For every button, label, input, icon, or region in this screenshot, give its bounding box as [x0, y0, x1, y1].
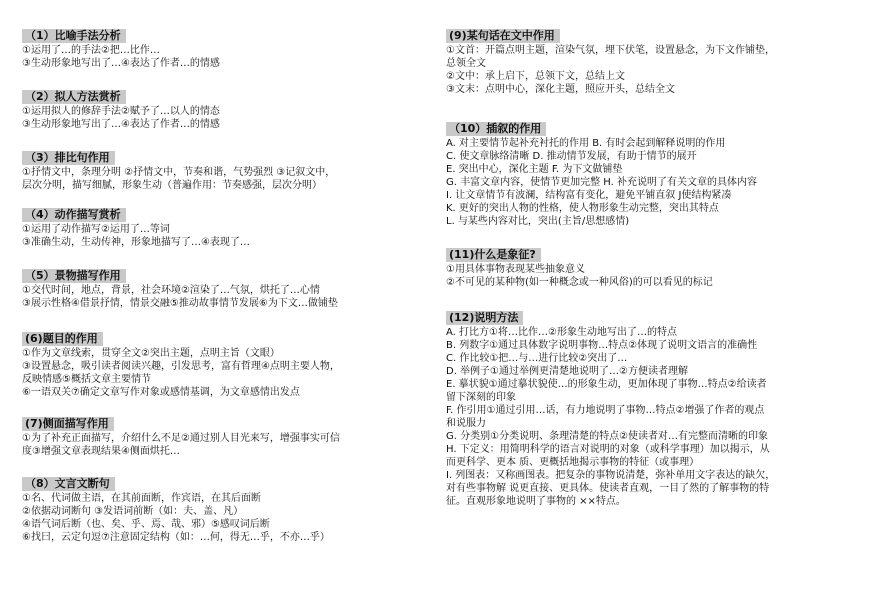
note-line: 和说服力 — [446, 418, 486, 429]
note-line: D. 举例子①通过举例更清楚地说明了…②方便读者理解 — [446, 366, 688, 377]
section-heading: (7)侧面描写作用 — [22, 417, 114, 431]
note-line: ⑥一语双关⑦确定文章写作对象或感情基调，为文章感情出发点 — [22, 387, 300, 398]
section-heading: （3）排比句作用 — [22, 151, 115, 165]
section-heading: （2）拟人方法赏析 — [22, 90, 126, 104]
note-line: E. 摹状貌①通过摹状貌使…的形象生动，更加体现了事物…特点②给读者 — [446, 379, 767, 390]
note-section — [446, 306, 858, 508]
note-line: A. 对主要情节起补充衬托的作用 B. 有时会起到解释说明的作用 — [446, 138, 726, 149]
note-line: ③展示性格④借景抒情，情景交融⑤推动故事情节发展⑥为下文…做铺垫 — [22, 298, 338, 309]
note-section — [22, 472, 440, 544]
note-line: ②文中：承上启下，总领下文，总结上文 — [446, 71, 625, 82]
note-line: ①作为文章线索，贯穿全文②突出主题，点明主旨（文眼） — [22, 348, 280, 359]
note-line: ③设置悬念，吸引读者阅读兴趣，引发思考，富有哲理④点明主要人物， — [22, 361, 340, 372]
note-line: ①名、代词做主语，在其前面断，作宾语，在其后面断 — [22, 493, 261, 504]
note-line: B. 列数字①通过具体数字说明事物…特点②体现了说明文语言的准确性 — [446, 340, 758, 351]
left-column — [22, 24, 440, 544]
note-line: C. 作比较①把…与…进行比较②突出了… — [446, 353, 628, 364]
note-line: ①运用了…的手法②把…比作… — [22, 45, 160, 56]
note-line: K. 更好的突出人物的性格，使人物形象生动完整，突出其特点 — [446, 203, 719, 214]
section-heading: (6)题目的作用 — [22, 332, 103, 346]
note-line: 度③增强文章表现结果④侧面烘托… — [22, 446, 180, 457]
section-heading: （1）比喻手法分析 — [22, 29, 126, 43]
note-line: ①为了补充正面描写，介绍什么不足②通过别人目光来写，增强事实可信 — [22, 433, 340, 444]
note-line: C. 使文章脉络清晰 D. 推动情节发展，有助于情节的展开 — [446, 151, 697, 162]
section-heading: （5）景物描写作用 — [22, 269, 126, 283]
note-line: ①文首：开篇点明主题，渲染气氛，埋下伏笔，设置悬念，为下文作铺垫， — [446, 45, 775, 56]
note-section — [22, 327, 440, 399]
note-line: A. 打比方①将…比作…②形象生动地写出了…的特点 — [446, 327, 677, 338]
section-heading: (9)某句话在文中作用 — [446, 29, 560, 43]
note-section — [446, 243, 858, 289]
note-section — [446, 24, 858, 96]
note-line: ①运用拟人的修辞手法②赋予了…以人的情态 — [22, 106, 220, 117]
note-line: ④语气词后断（也、矣、乎、焉、哉、邪）⑤感叹词后断 — [22, 519, 270, 530]
note-section — [22, 412, 440, 458]
note-line: 总领全文 — [446, 58, 486, 69]
note-line: ⑥找曰，云定句逗⑦注意固定结构（如：…何，得无…乎，不亦…乎） — [22, 532, 330, 543]
note-line: H. 下定义：用简明科学的语言对说明的对象（或科学事理）加以揭示，从 — [446, 444, 770, 455]
note-line: 而更科学、更本 质、更概括地揭示事物的特征（或事理） — [446, 457, 700, 468]
note-line: ①用具体事物表现某些抽象意义 — [446, 264, 585, 275]
note-line: I. 列图表：又称画图表。把复杂的事物说清楚，弥补单用文字表达的缺欠， — [446, 470, 776, 481]
section-heading: (12)说明方法 — [446, 311, 523, 325]
note-line: 层次分明，描写细腻，形象生动（普遍作用：节奏感强，层次分明） — [22, 180, 322, 191]
note-line: ③文末：点明中心，深化主题，照应开头，总结全文 — [446, 84, 675, 95]
note-line: ①交代时间，地点，背景，社会环境②渲染了…气氛，烘托了…心情 — [22, 285, 320, 296]
note-line: I. 让文章情节有波澜，结构富有变化，避免平铺直叙 J使结构紧凑 — [446, 190, 732, 201]
note-line: L. 与某些内容对比，突出(主旨/思想感情) — [446, 216, 630, 227]
note-section — [22, 24, 440, 70]
note-section — [22, 146, 440, 192]
note-line: ②依据动词断句 ③发语词前断（如：夫、盖、凡） — [22, 506, 244, 517]
section-heading: （8）文言文断句 — [22, 477, 115, 491]
note-line: 对有些事物解 说更直接、更具体。使读者直观，一目了然的了解事物的特 — [446, 483, 770, 494]
note-line: 留下深刻的印象 — [446, 392, 516, 403]
note-line: ③生动形象地写出了…④表达了作者…的情感 — [22, 58, 220, 69]
note-line: ②不可见的某种物(如一种概念或一种风俗)的可以看见的标记 — [446, 277, 713, 288]
section-heading: （4）动作描写赏析 — [22, 208, 126, 222]
right-column — [446, 24, 858, 508]
section-heading: (11)什么是象征? — [446, 248, 541, 262]
note-section — [22, 264, 440, 310]
note-line: G. 分类别①分类说明、条理清楚的特点②使读者对…有完整而清晰的印象 — [446, 431, 769, 442]
note-line: ③准确生动，生动传神，形象地描写了…④表现了… — [22, 237, 250, 248]
note-line: 征。直观形象地说明了事物的 ××特点。 — [446, 496, 626, 507]
note-line: ①运用了动作描写②运用了…等词 — [22, 224, 170, 235]
note-line: F. 作引用①通过引用…话，有力地说明了事物…特点②增强了作者的观点 — [446, 405, 765, 416]
note-line: G. 丰富文章内容，使情节更加完整 H. 补充说明了有关文章的具体内容 — [446, 177, 757, 188]
note-section — [22, 203, 440, 249]
section-heading: （10）插叙的作用 — [446, 122, 546, 136]
note-section — [446, 117, 858, 228]
note-line: E. 突出中心，深化主题 F. 为下文做铺垫 — [446, 164, 623, 175]
note-section — [22, 85, 440, 131]
note-line: ①抒情文中，条理分明 ②抒情文中，节奏和谐，气势强烈 ③记叙文中， — [22, 167, 336, 178]
note-line: 反映情感⑤概括文章主要情节 — [22, 374, 151, 385]
note-line: ③生动形象地写出了…④表达了作者…的情感 — [22, 119, 220, 130]
